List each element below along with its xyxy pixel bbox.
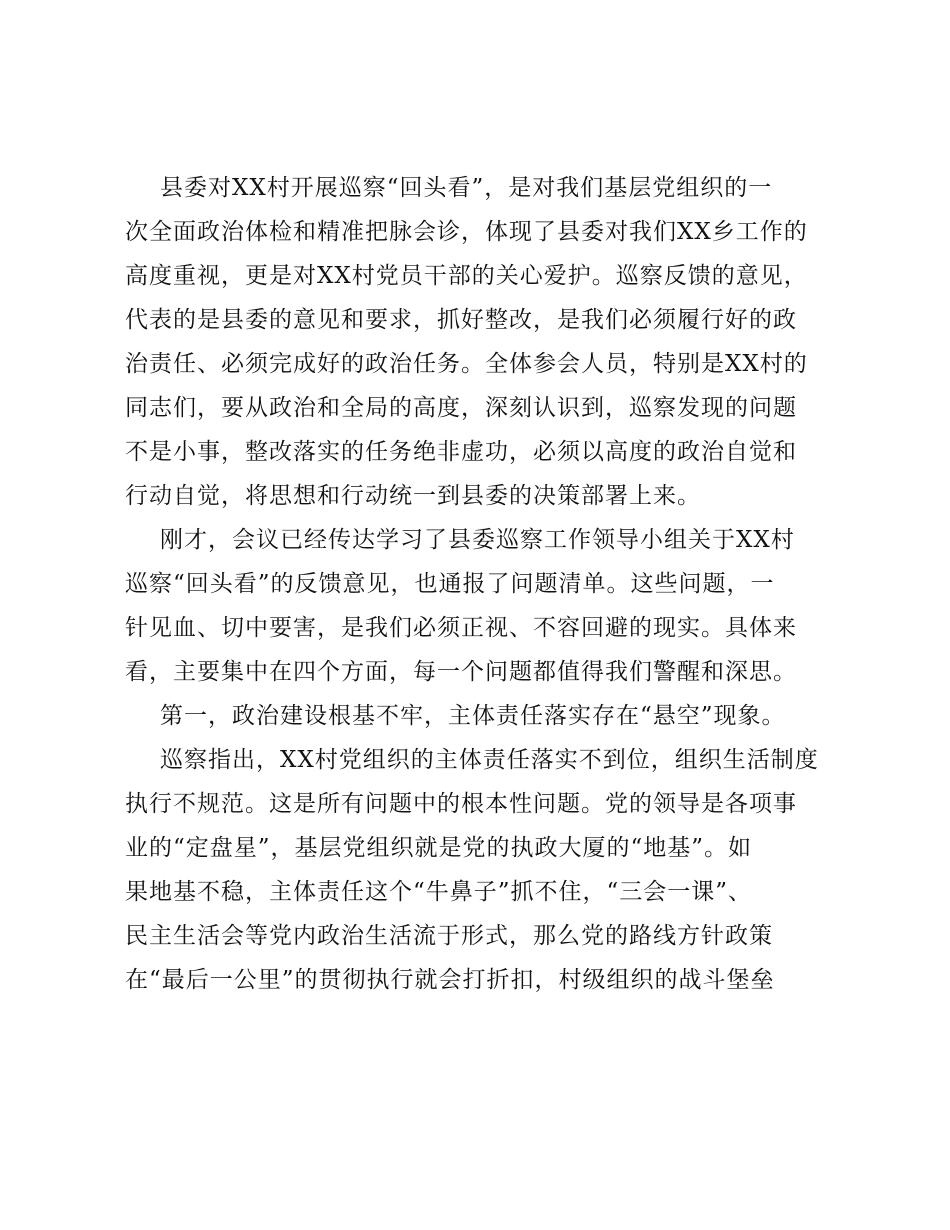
- text-line: 县委对XX村开展巡察“回头看”，是对我们基层党组织的一: [160, 175, 773, 201]
- text-line: 次全面政治体检和精准把脉会诊，体现了县委对我们XX乡工作的: [125, 219, 808, 245]
- text-line: 果地基不稳，主体责任这个“牛鼻子”抓不住，“三会一课”、: [125, 879, 753, 905]
- text-line: 代表的是县委的意见和要求，抓好整改，是我们必须履行好的政: [125, 307, 797, 333]
- text-line: 高度重视，更是对XX村党员干部的关心爱护。巡察反馈的意见，: [125, 263, 808, 289]
- text-line: 执行不规范。这是所有问题中的根本性问题。党的领导是各项事: [125, 791, 797, 817]
- text-line: 治责任、必须完成好的政治任务。全体参会人员，特别是XX村的: [125, 351, 808, 377]
- text-line: 不是小事，整改落实的任务绝非虚功，必须以高度的政治自觉和: [125, 439, 797, 465]
- text-line: 巡察指出，XX村党组织的主体责任落实不到位，组织生活制度: [160, 747, 819, 773]
- text-line: 刚才，会议已经传达学习了县委巡察工作领导小组关于XX村: [160, 527, 795, 553]
- text-line: 看，主要集中在四个方面，每一个问题都值得我们警醒和深思。: [125, 659, 797, 685]
- text-line: 民主生活会等党内政治生活流于形式，那么党的路线方针政策: [125, 923, 773, 949]
- text-line: 针见血、切中要害，是我们必须正视、不容回避的现实。具体来: [125, 615, 797, 641]
- text-line: 第一，政治建设根基不牢，主体责任落实存在“悬空”现象。: [160, 703, 786, 729]
- text-line: 巡察“回头看”的反馈意见，也通报了问题清单。这些问题，一: [125, 571, 775, 597]
- text-line: 行动自觉，将思想和行动统一到县委的决策部署上来。: [125, 483, 701, 509]
- text-line: 业的“定盘星”，基层党组织就是党的执政大厦的“地基”。如: [125, 835, 753, 861]
- text-line: 同志们，要从政治和全局的高度，深刻认识到，巡察发现的问题: [125, 395, 797, 421]
- text-line: 在“最后一公里”的贯彻执行就会打折扣，村级组织的战斗堡垒: [125, 967, 775, 993]
